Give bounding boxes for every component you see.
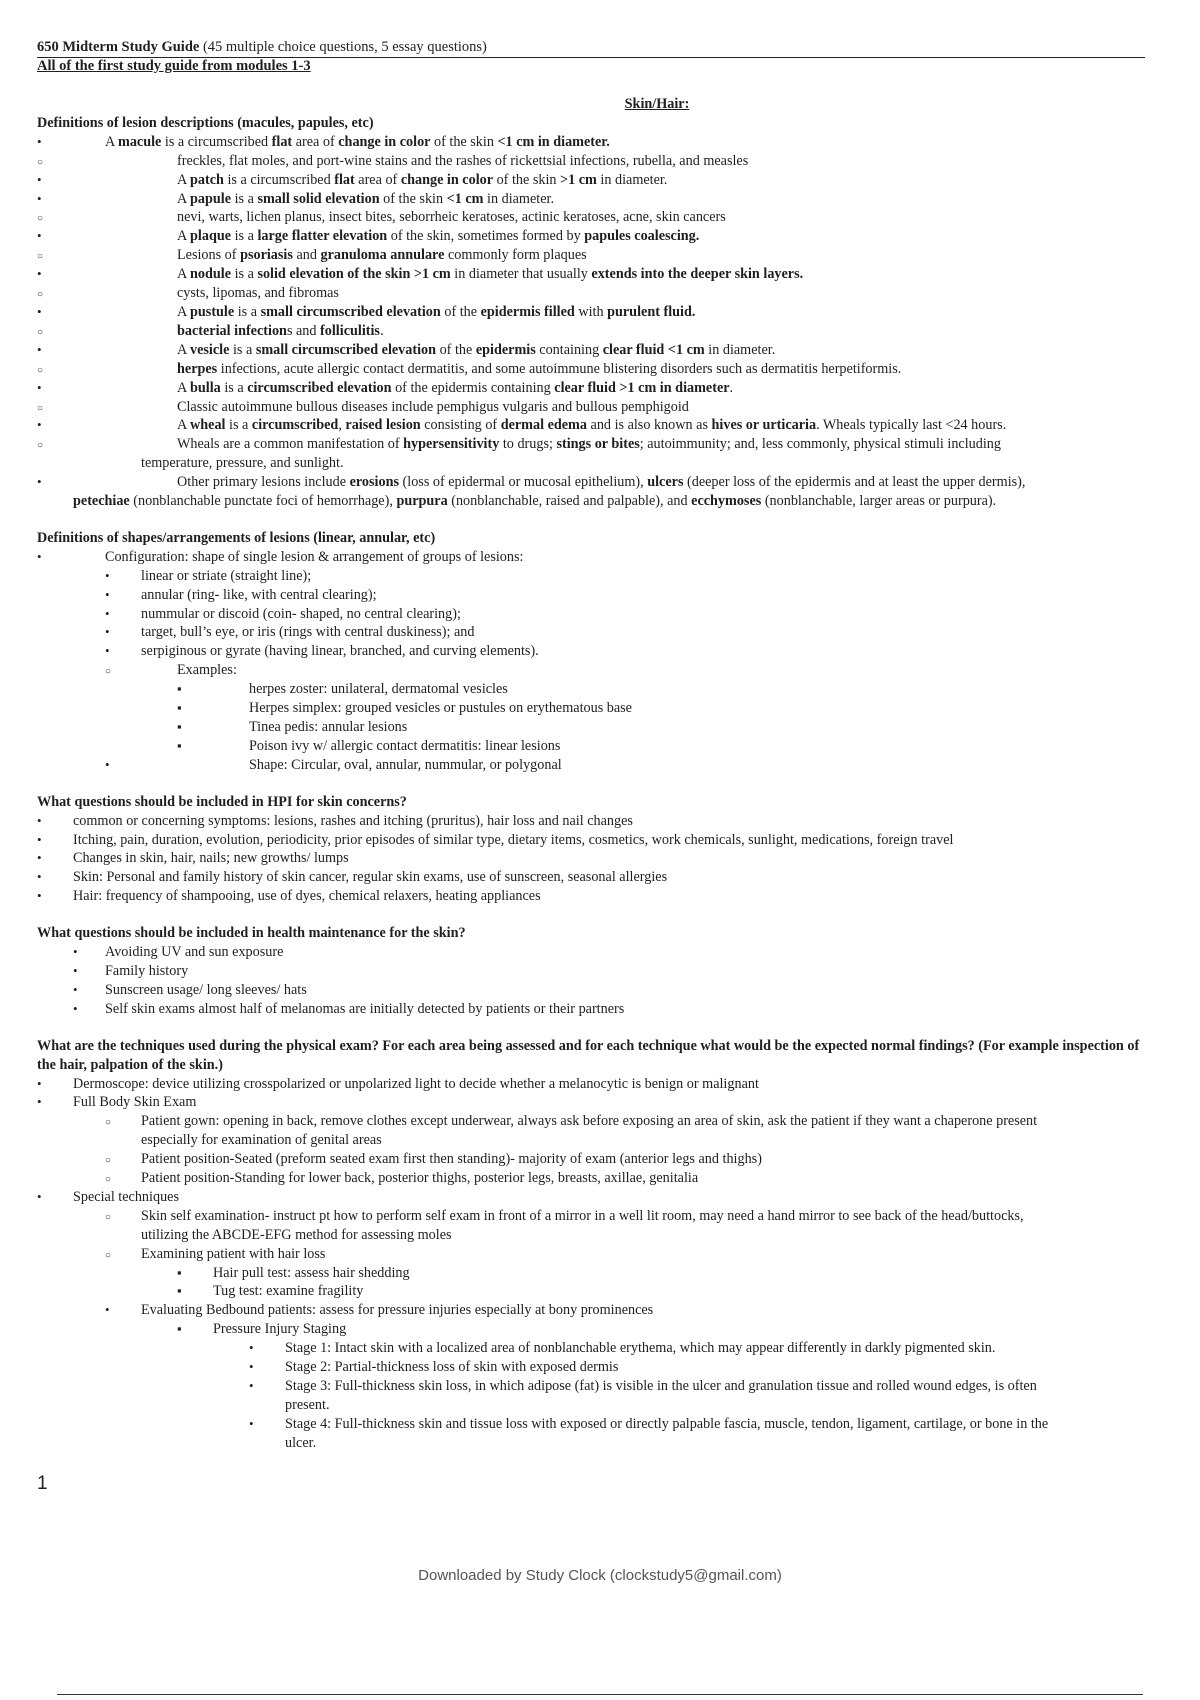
list-item-text: herpes zoster: unilateral, dermatomal vesicles [249, 681, 508, 698]
list-item [37, 1169, 1157, 1188]
list-item [37, 246, 1157, 265]
list-item-text: A papule is a small solid elevation of the skin <1 cm in diameter. [177, 190, 554, 207]
bullet-icon [37, 1075, 42, 1094]
bullet-icon [249, 1358, 254, 1377]
bullet-icon [37, 227, 42, 246]
list-item-text: A patch is a circumscribed flat area of change in color of the skin >1 cm in diameter. [177, 171, 668, 188]
bullet-icon [105, 756, 110, 775]
list-item-text: Skin self examination- instruct pt how to perform self exam in front of a mirror in a well lit room, may need a hand mirror to see back of the head/buttocks, [141, 1207, 1024, 1224]
list-item [37, 718, 1157, 737]
bullet-icon [37, 473, 42, 492]
list-item-text: Self skin exams almost half of melanomas are initially detected by patients or their partners [105, 1000, 625, 1017]
bullet-icon [37, 1093, 42, 1112]
bullet-icon [37, 171, 42, 190]
list-item [37, 1207, 1157, 1245]
bullet-icon [37, 379, 42, 398]
list-item-text: Full Body Skin Exam [73, 1094, 197, 1111]
list-item-text: annular (ring- like, with central clearing); [141, 586, 377, 603]
square-icon [177, 1264, 182, 1283]
list-item-text: Shape: Circular, oval, annular, nummular, or polygonal [249, 756, 562, 773]
list-item [37, 642, 1157, 661]
bullet-icon [105, 623, 110, 642]
list-item-text: Tinea pedis: annular lesions [249, 719, 408, 735]
circle-icon [37, 398, 43, 419]
list-item [37, 1075, 1157, 1094]
list-item-text: Stage 2: Partial-thickness loss of skin with exposed dermis [285, 1359, 619, 1376]
list-item [37, 943, 1157, 962]
list-item-text: target, bull’s eye, or iris (rings with central duskiness); and [141, 624, 475, 641]
list-item-text: A plaque is a large flatter elevation of the skin, sometimes formed by papules coalescing. [177, 228, 700, 245]
bullet-icon [37, 887, 42, 906]
list-item-text: nummular or discoid (coin- shaped, no central clearing); [141, 605, 461, 622]
list-item [37, 1339, 1157, 1358]
bullet-icon [105, 605, 110, 624]
square-icon [177, 1320, 182, 1339]
list-item [37, 962, 1157, 981]
list-item [37, 1188, 1157, 1207]
list-item-text: A nodule is a solid elevation of the skin >1 cm in diameter that usually extends into the deeper skin layers. [177, 266, 804, 283]
circle-icon [105, 1245, 111, 1266]
bullet-icon [105, 1301, 110, 1320]
bullet-icon [249, 1377, 254, 1396]
list-item-text: freckles, flat moles, and port-wine stains and the rashes of rickettsial infections, rubella, and measles [177, 152, 749, 169]
bullet-icon [37, 812, 42, 831]
list-item-text: common or concerning symptoms: lesions, rashes and itching (pruritus), hair loss and nail changes [73, 812, 633, 829]
bullet-icon [37, 265, 42, 284]
list-item-text: Avoiding UV and sun exposure [105, 944, 284, 961]
lesions-heading: Definitions of lesion descriptions (macules, papules, etc) [37, 114, 374, 131]
square-icon [177, 718, 182, 737]
bullet-icon [37, 849, 42, 868]
list-item [37, 586, 1157, 605]
list-item [37, 398, 1157, 417]
list-item [37, 680, 1157, 699]
list-item-text: serpiginous or gyrate (having linear, branched, and curving elements). [141, 643, 539, 660]
list-item-text: Stage 1: Intact skin with a localized area of nonblanchable erythema, which may appear differently in darkly pigmented skin. [285, 1340, 996, 1357]
list-item-text: Examples: [177, 662, 237, 679]
list-item-text: A macule is a circumscribed flat area of change in color of the skin <1 cm in diameter. [105, 133, 610, 150]
list-item-text: A vesicle is a small circumscribed elevation of the epidermis containing clear fluid <1 cm in diameter. [177, 341, 776, 358]
list-item [37, 567, 1157, 586]
list-item [37, 360, 1157, 379]
list-item-text: Herpes simplex: grouped vesicles or pustules on erythematous base [249, 700, 632, 717]
list-item-text: Hair pull test: assess hair shedding [213, 1264, 410, 1281]
list-item [37, 473, 1157, 511]
bullet-icon [73, 962, 78, 981]
list-item [37, 1112, 1157, 1150]
bullet-icon [37, 133, 42, 152]
list-item [37, 435, 1157, 473]
list-item-text: Evaluating Bedbound patients: assess for pressure injuries especially at bony prominences [141, 1302, 654, 1319]
section-title: Skin/Hair: [624, 96, 690, 112]
list-item [37, 1000, 1157, 1019]
list-item-text: Patient gown: opening in back, remove clothes except underwear, always ask before exposing an area of skin, ask the patient if they want a chaperone present [141, 1113, 1038, 1130]
bullet-icon [37, 868, 42, 887]
list-item [37, 1282, 1157, 1301]
bullet-icon [73, 981, 78, 1000]
list-item [37, 831, 1157, 850]
download-footer: Downloaded by Study Clock (clockstudy5@gmail.com) [418, 1567, 782, 1584]
circle-icon [105, 1112, 111, 1133]
list-item [37, 756, 1157, 775]
bullet-icon [37, 416, 42, 435]
circle-icon [105, 661, 111, 682]
list-item-text: nevi, warts, lichen planus, insect bites, seborrheic keratoses, actinic keratoses, acne, skin cancers [177, 209, 726, 226]
list-item [37, 661, 1157, 680]
list-item [37, 1264, 1157, 1283]
list-item-text: Wheals are a common manifestation of hypersensitivity to drugs; stings or bites; autoimmunity; and, less commonly, physical stimuli including [177, 436, 1001, 453]
shapes-heading: Definitions of shapes/arrangements of lesions (linear, annular, etc) [37, 529, 436, 546]
circle-icon [37, 152, 43, 173]
bullet-icon [73, 1000, 78, 1019]
list-item [37, 171, 1157, 190]
square-icon [177, 1282, 182, 1301]
list-item-text: Tug test: examine fragility [213, 1283, 364, 1300]
circle-icon [37, 435, 43, 456]
list-item-continuation: present. [285, 1396, 330, 1413]
exam-heading: What are the techniques used during the physical exam? For each area being assessed and for each technique what would be the expected normal findings? (For example inspection of the hair, palpation of the skin.) [37, 1037, 1140, 1073]
circle-icon [37, 322, 43, 343]
list-item-text: Hair: frequency of shampooing, use of dyes, chemical relaxers, heating appliances [73, 888, 541, 905]
list-item [37, 303, 1157, 322]
list-item [37, 1415, 1157, 1453]
list-item-text: Itching, pain, duration, evolution, periodicity, prior episodes of similar type, dietary items, cosmetics, work chemicals, sunlight, medications, foreign travel [73, 831, 954, 848]
list-item [37, 190, 1157, 209]
circle-icon [105, 1207, 111, 1228]
document-subtitle: All of the first study guide from modules 1-3 [37, 58, 311, 74]
list-item-text: Examining patient with hair loss [141, 1245, 326, 1262]
hpi-list [37, 812, 1157, 907]
bullet-icon [37, 303, 42, 322]
list-item-text: Poison ivy w/ allergic contact dermatitis: linear lesions [249, 737, 561, 754]
list-item-text: Dermoscope: device utilizing crosspolarized or unpolarized light to decide whether a melanocytic is benign or malignant [73, 1075, 759, 1092]
list-item [37, 152, 1157, 171]
list-item-text: bacterial infections and folliculitis. [177, 322, 384, 339]
exam-list [37, 1075, 1157, 1453]
bullet-icon [37, 190, 42, 209]
bullet-icon [73, 943, 78, 962]
square-icon [177, 699, 182, 718]
bullet-icon [37, 341, 42, 360]
circle-icon [37, 284, 43, 305]
list-item-text: Changes in skin, hair, nails; new growths/ lumps [73, 850, 349, 867]
list-item [37, 737, 1157, 756]
list-item-text: Skin: Personal and family history of skin cancer, regular skin exams, use of sunscreen, seasonal allergies [73, 869, 668, 886]
list-item-text: linear or striate (straight line); [141, 567, 312, 584]
circle-icon [105, 1169, 111, 1190]
list-item [37, 416, 1157, 435]
bullet-icon [105, 642, 110, 661]
list-item-text: Family history [105, 962, 189, 979]
bullet-icon [37, 1188, 42, 1207]
document-header [37, 38, 1145, 75]
list-item [37, 133, 1157, 152]
bullet-icon [37, 831, 42, 850]
circle-icon [105, 1150, 111, 1171]
list-item [37, 341, 1157, 360]
list-item-text: Patient position-Seated (preform seated exam first then standing)- majority of exam (anterior legs and thighs) [141, 1151, 762, 1168]
list-item [37, 208, 1157, 227]
circle-icon [37, 208, 43, 229]
shapes-list [37, 548, 1157, 775]
list-item-continuation: utilizing the ABCDE-EFG method for assessing moles [141, 1226, 452, 1243]
bullet-icon [249, 1415, 254, 1434]
list-item-continuation: ulcer. [285, 1434, 317, 1451]
maintenance-list [37, 943, 1157, 1019]
list-item [37, 981, 1157, 1000]
list-item [37, 849, 1157, 868]
document-title [37, 38, 1145, 56]
list-item [37, 1320, 1157, 1339]
document-content [37, 95, 1157, 1453]
list-item-text: Special techniques [73, 1188, 179, 1205]
list-item [37, 605, 1157, 624]
list-item [37, 1301, 1157, 1320]
list-item-text: Pressure Injury Staging [213, 1321, 347, 1338]
list-item [37, 1358, 1157, 1377]
list-item [37, 868, 1157, 887]
list-item [37, 265, 1157, 284]
list-item-text: cysts, lipomas, and fibromas [177, 285, 339, 302]
list-item [37, 1093, 1157, 1112]
list-item-text: A bulla is a circumscribed elevation of the epidermis containing clear fluid >1 cm in diameter. [177, 379, 734, 396]
list-item [37, 623, 1157, 642]
list-item [37, 812, 1157, 831]
list-item [37, 379, 1157, 398]
bullet-icon [105, 567, 110, 586]
list-item-continuation: especially for examination of genital areas [141, 1132, 382, 1149]
list-item-text: herpes infections, acute allergic contact dermatitis, and some autoimmune blistering disorders such as dermatitis herpetiformis. [177, 360, 902, 377]
page-number: 1 [37, 1473, 48, 1494]
list-item-text: Lesions of psoriasis and granuloma annulare commonly form plaques [177, 247, 587, 264]
bullet-icon [37, 548, 42, 567]
list-item [37, 1150, 1157, 1169]
list-item-text: A pustule is a small circumscribed elevation of the epidermis filled with purulent fluid. [177, 303, 696, 320]
list-item-text: Stage 3: Full-thickness skin loss, in which adipose (fat) is visible in the ulcer and granulation tissue and rolled wound edges, is often [285, 1378, 1037, 1394]
list-item [37, 284, 1157, 303]
list-item-continuation: petechiae (nonblanchable punctate foci of hemorrhage), purpura (nonblanchable, raised and palpable), and ecchymoses (nonblanchable, larger areas or purpura). [73, 493, 997, 510]
list-item [37, 227, 1157, 246]
list-item-text: Stage 4: Full-thickness skin and tissue loss with exposed or directly palpable fascia, muscle, tendon, ligament, cartilage, or bone in the [285, 1415, 1049, 1432]
list-item [37, 322, 1157, 341]
lesions-list [37, 133, 1157, 511]
square-icon [177, 737, 182, 756]
list-item [37, 1377, 1157, 1415]
list-item [37, 548, 1157, 567]
square-icon [177, 680, 182, 699]
title-bold: 650 Midterm Study Guide [37, 39, 200, 55]
list-item-text: Other primary lesions include erosions (loss of epidermal or mucosal epithelium), ulcers (deeper loss of the epidermis and at least the upper dermis), [177, 474, 1026, 491]
list-item [37, 1245, 1157, 1264]
maintenance-heading: What questions should be included in health maintenance for the skin? [37, 925, 466, 942]
list-item-continuation: temperature, pressure, and sunlight. [141, 455, 344, 472]
list-item [37, 699, 1157, 718]
circle-icon [37, 360, 43, 381]
list-item-text: Patient position-Standing for lower back, posterior thighs, posterior legs, breasts, axillae, genitalia [141, 1170, 699, 1187]
bullet-icon [249, 1339, 254, 1358]
list-item-text: A wheal is a circumscribed, raised lesion consisting of dermal edema and is also known as hives or urticaria. Wheals typically last <24 hours. [177, 417, 1007, 434]
hpi-heading: What questions should be included in HPI for skin concerns? [37, 793, 407, 810]
circle-icon [37, 246, 43, 267]
list-item-text: Configuration: shape of single lesion & arrangement of groups of lesions: [105, 548, 524, 565]
list-item [37, 887, 1157, 906]
header-rule [37, 57, 1145, 58]
list-item-text: Sunscreen usage/ long sleeves/ hats [105, 981, 307, 998]
list-item-text: Classic autoimmune bullous diseases include pemphigus vulgaris and bullous pemphigoid [177, 398, 689, 415]
title-rest: (45 multiple choice questions, 5 essay questions) [199, 39, 487, 55]
bullet-icon [105, 586, 110, 605]
bottom-rule [57, 1694, 1143, 1695]
